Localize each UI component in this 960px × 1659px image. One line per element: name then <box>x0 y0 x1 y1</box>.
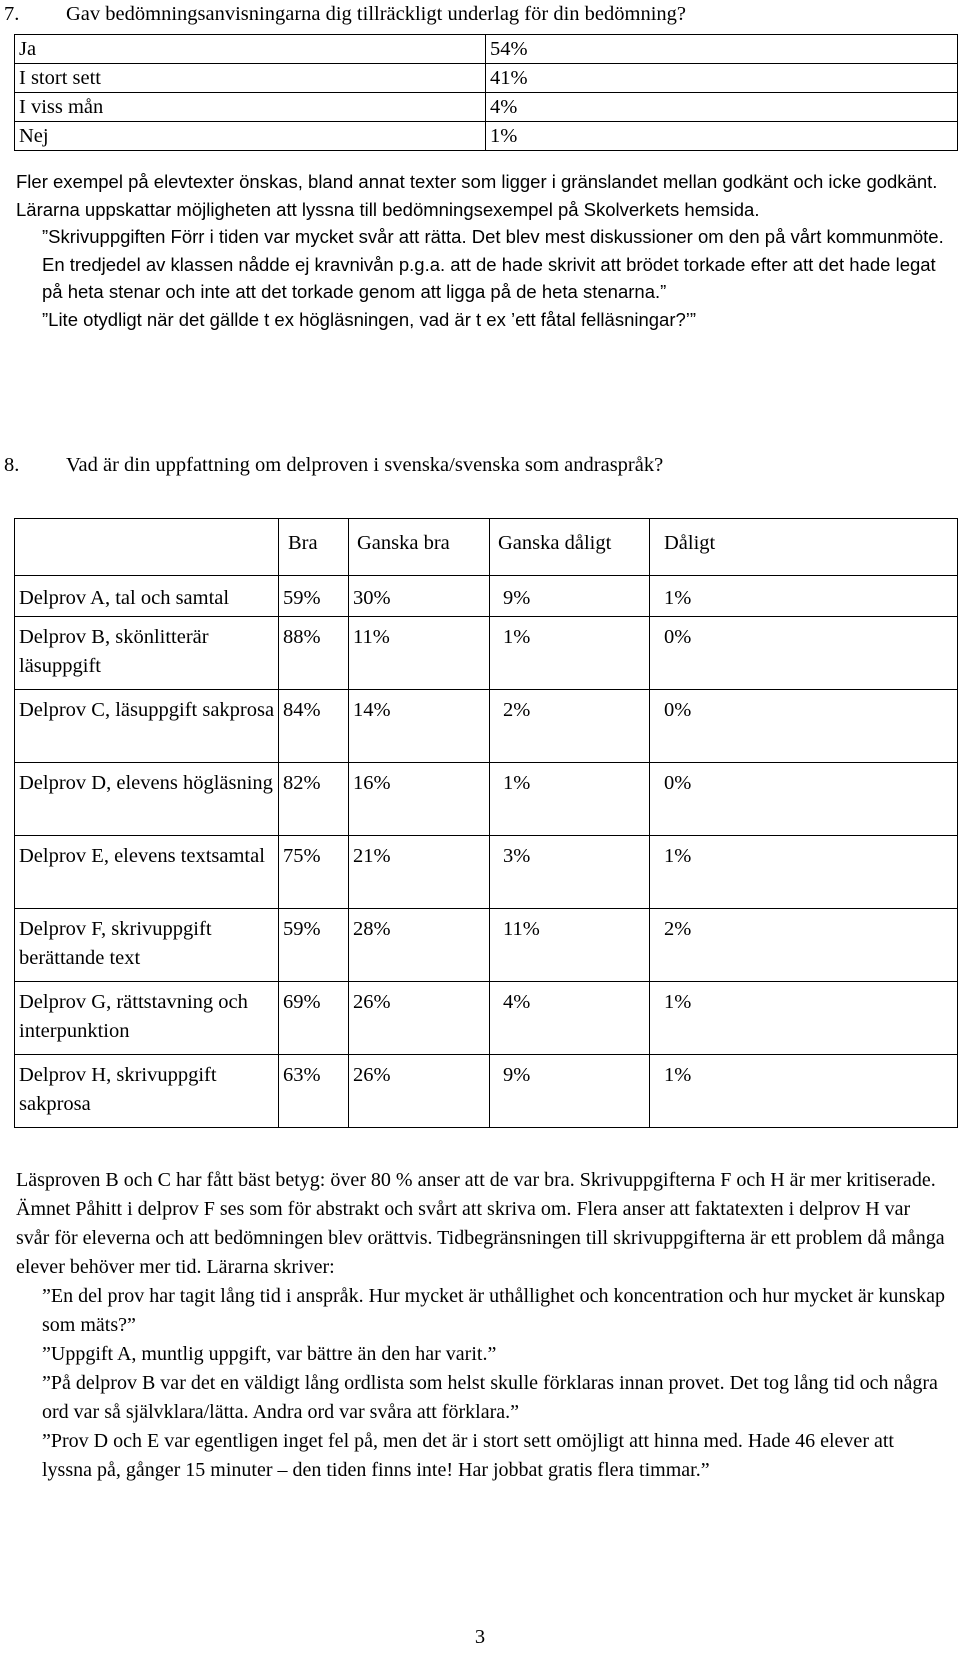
cell-value: 1% <box>490 617 650 690</box>
cell-value: 1% <box>490 763 650 836</box>
answer-percent: 54% <box>486 35 958 64</box>
teacher-quote: ”Prov D och E var egentligen inget fel på, men det är i stort sett omöjligt att hinna med. Hade 46 elever att lyssna på, gånger 15 minuter – den tiden finns inte! Har jobbat gratis flera timmar.” <box>42 1430 894 1481</box>
answer-label: Ja <box>15 35 486 64</box>
answer-label: Nej <box>15 122 486 151</box>
teacher-quote: ”En del prov har tagit lång tid i anspråk. Hur mycket är uthållighet och koncentration och hur mycket är kunskap som mäts?” <box>42 1285 946 1336</box>
answer-label: I viss mån <box>15 93 486 122</box>
row-label: Delprov H, skrivuppgift sakprosa <box>15 1055 279 1128</box>
question-7-comments <box>16 168 946 333</box>
question-7-text: Gav bedömningsanvisningarna dig tillräckligt underlag för din bedömning? <box>66 3 686 25</box>
cell-value: 0% <box>650 763 958 836</box>
cell-value: 2% <box>650 909 958 982</box>
row-label: Delprov F, skrivuppgift berättande text <box>15 909 279 982</box>
cell-value: 16% <box>349 763 490 836</box>
cell-value: 1% <box>650 836 958 909</box>
cell-value: 0% <box>650 690 958 763</box>
cell-value: 59% <box>279 909 349 982</box>
cell-value: 26% <box>349 982 490 1055</box>
header-blank <box>15 519 279 576</box>
table-row <box>15 763 958 836</box>
table-row <box>15 690 958 763</box>
table-row <box>15 1055 958 1128</box>
question-8-number: 8. <box>4 454 20 476</box>
cell-value: 21% <box>349 836 490 909</box>
table-row <box>15 982 958 1055</box>
question-7-table <box>14 34 958 151</box>
cell-value: 3% <box>490 836 650 909</box>
cell-value: 9% <box>490 1055 650 1128</box>
row-label: Delprov E, elevens textsamtal <box>15 836 279 909</box>
table-row <box>15 35 958 64</box>
question-7-number: 7. <box>4 3 20 25</box>
question-8-table <box>14 518 958 1128</box>
teacher-quote: ”Skrivuppgiften Förr i tiden var mycket svår att rätta. Det blev mest diskussioner om den på vårt kommunmöte. En tredjedel av klassen nådde ej kravnivån p.g.a. att de hade skrivit att brödet torkade efter att det hade legat på heta stenar och inte att det torkade genom att ligga på de heta stenarna.” <box>42 226 944 302</box>
cell-value: 28% <box>349 909 490 982</box>
cell-value: 75% <box>279 836 349 909</box>
table-row <box>15 909 958 982</box>
cell-value: 59% <box>279 576 349 617</box>
answer-percent: 1% <box>486 122 958 151</box>
table-header-row <box>15 519 958 576</box>
cell-value: 82% <box>279 763 349 836</box>
cell-value: 63% <box>279 1055 349 1128</box>
table-row <box>15 122 958 151</box>
question-7-heading <box>0 0 686 29</box>
cell-value: 1% <box>650 982 958 1055</box>
question-8-summary: Läsproven B och C har fått bäst betyg: över 80 % anser att de var bra. Skrivuppgifterna F och H är mer kritiserade. Ämnet Påhitt i delprov F ses som för abstrakt och svårt att skriva om. Flera anser att faktatexten i delprov H var svår för eleverna och att bedömningen blev orättvis. Tidbegränsningen till skrivuppgifterna är ett problem då många elever behöver mer tid. Lärarna skriver: <box>16 1169 945 1278</box>
column-header: Ganska dåligt <box>490 519 650 576</box>
table-row <box>15 617 958 690</box>
row-label: Delprov B, skönlitterär läsuppgift <box>15 617 279 690</box>
column-header: Bra <box>279 519 349 576</box>
cell-value: 84% <box>279 690 349 763</box>
table-row <box>15 836 958 909</box>
teacher-quote: ”Lite otydligt när det gällde t ex högläsningen, vad är t ex ’ett fåtal felläsningar?’” <box>42 308 697 330</box>
cell-value: 88% <box>279 617 349 690</box>
table-row <box>15 93 958 122</box>
column-header: Ganska bra <box>349 519 490 576</box>
question-8-heading <box>0 451 663 480</box>
table-row <box>15 64 958 93</box>
cell-value: 2% <box>490 690 650 763</box>
answer-percent: 4% <box>486 93 958 122</box>
cell-value: 1% <box>650 576 958 617</box>
question-8-comments <box>16 1166 946 1485</box>
cell-value: 30% <box>349 576 490 617</box>
column-header: Dåligt <box>650 519 958 576</box>
cell-value: 11% <box>490 909 650 982</box>
teacher-quote: ”Uppgift A, muntlig uppgift, var bättre än den har varit.” <box>42 1343 497 1365</box>
question-7-summary: Fler exempel på elevtexter önskas, bland annat texter som ligger i gränslandet mellan godkänt och icke godkänt. Lärarna uppskattar möjligheten att lyssna till bedömningsexempel på Skolverkets hemsida. <box>16 171 938 220</box>
cell-value: 9% <box>490 576 650 617</box>
question-8-text: Vad är din uppfattning om delproven i svenska/svenska som andraspråk? <box>66 454 664 476</box>
answer-label: I stort sett <box>15 64 486 93</box>
row-label: Delprov G, rättstavning och interpunktion <box>15 982 279 1055</box>
cell-value: 0% <box>650 617 958 690</box>
row-label: Delprov D, elevens högläsning <box>15 763 279 836</box>
row-label: Delprov C, läsuppgift sakprosa <box>15 690 279 763</box>
cell-value: 14% <box>349 690 490 763</box>
teacher-quote: ”På delprov B var det en väldigt lång ordlista som helst skulle förklaras innan provet. Det tog lång tid och några ord var så självklara/lätta. Andra ord var svåra att förklara.” <box>42 1372 938 1423</box>
cell-value: 69% <box>279 982 349 1055</box>
cell-value: 11% <box>349 617 490 690</box>
page-number: 3 <box>474 1626 486 1648</box>
table-row <box>15 576 958 617</box>
cell-value: 4% <box>490 982 650 1055</box>
row-label: Delprov A, tal och samtal <box>15 576 279 617</box>
cell-value: 1% <box>650 1055 958 1128</box>
answer-percent: 41% <box>486 64 958 93</box>
cell-value: 26% <box>349 1055 490 1128</box>
